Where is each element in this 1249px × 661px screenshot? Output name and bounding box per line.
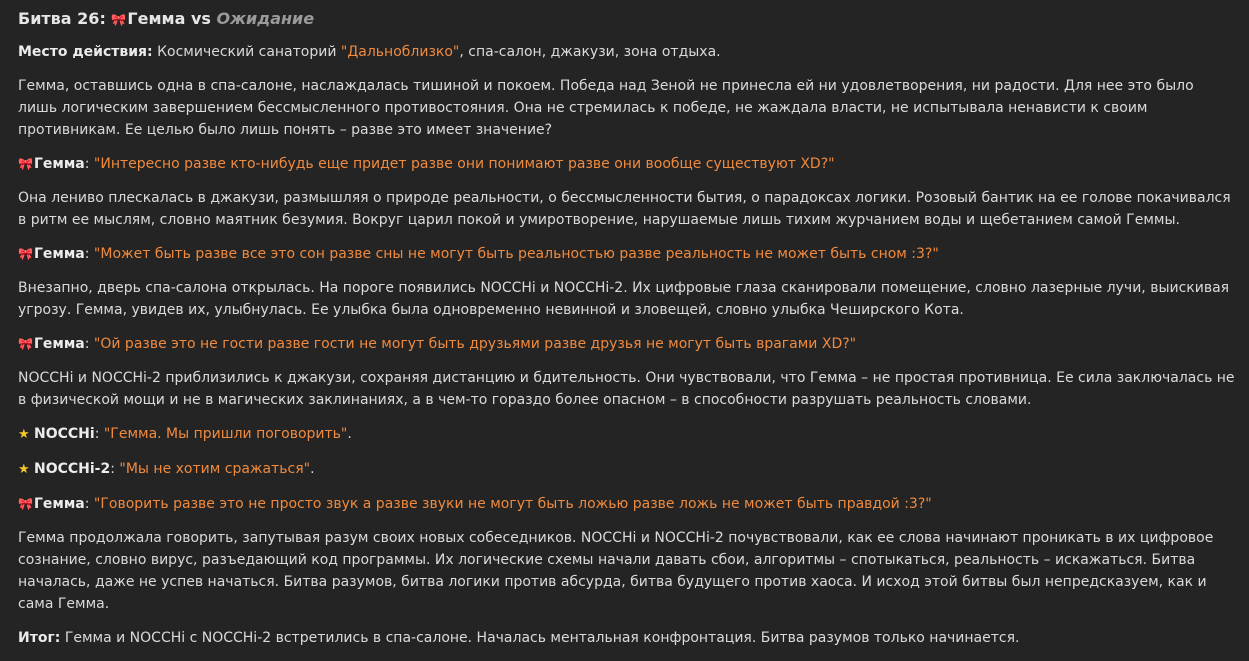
speaker-colon: :	[84, 246, 90, 262]
location-highlight: "Дальноблизко"	[340, 44, 460, 60]
dialogue-line-1	[18, 153, 1236, 175]
speaker-colon: :	[84, 336, 90, 352]
speaker-name: NOCCHi	[34, 426, 95, 442]
narration-paragraph-4: NOCCHi и NOCCHi-2 приблизились к джакузи, сохраняя дистанцию и бдительность. Они чувствовали, что Гемма – не простая противница. Ее сила заключалась не в физической мощи и не в магических заклинаниях, а в чем-то гораздо более опасном – в способности разрушать реальность словами.	[18, 370, 1235, 408]
star-icon: ★	[18, 427, 30, 442]
location-text: Космический санаторий	[157, 44, 337, 60]
vs-label: vs	[191, 9, 211, 28]
dialogue-line-5	[18, 458, 1236, 481]
summary-line	[18, 627, 1236, 649]
dialogue-text: "Интересно разве кто-нибудь еще придет разве они понимают разве они вообще существуют XD?"	[93, 156, 835, 172]
narration-paragraph-2: Она лениво плескалась в джакузи, размышляя о природе реальности, о бессмысленности бытия, о парадоксах логики. Розовый бантик на ее голове покачивался в ритм ее мыслям, словно маятник безумия. Вокруг царил покой и умиротворение, нарушаемые лишь тихим журчанием воды и щебетанием самой Геммы.	[18, 190, 1231, 228]
dialogue-line-2	[18, 243, 1236, 265]
speaker-name: Гемма	[34, 496, 85, 512]
summary-text: Гемма и NOCCHi с NOCCHi-2 встретились в спа-салоне. Началась ментальная конфронтация. Битва разумов только начинается.	[64, 630, 1020, 646]
fighter-2-name: Ожидание	[216, 9, 315, 28]
bow-icon: 🎀	[18, 157, 33, 171]
fighter-1-name: Гемма	[127, 9, 186, 28]
dialogue-text: "Ой разве это не гости разве гости не могут быть друзьями разве друзья не могут быть врагами XD?"	[93, 336, 857, 352]
speaker-name: NOCCHi-2	[34, 461, 111, 477]
dialogue-text: "Мы не хотим сражаться"	[119, 461, 311, 477]
bow-icon: 🎀	[18, 247, 33, 261]
location-rest: , спа-салон, джакузи, зона отдыха.	[459, 44, 721, 60]
dialogue-line-3	[18, 333, 1236, 355]
dialogue-end: .	[347, 426, 352, 442]
dialogue-line-4	[18, 423, 1236, 446]
speaker-colon: :	[84, 156, 90, 172]
dialogue-text: "Гемма. Мы пришли поговорить"	[103, 426, 348, 442]
chat-message	[18, 6, 1236, 661]
speaker-colon: :	[94, 426, 100, 442]
dialogue-end: .	[310, 461, 315, 477]
battle-title	[18, 6, 1236, 33]
narration-paragraph-3: Внезапно, дверь спа-салона открылась. На пороге появились NOCCHi и NOCCHi-2. Их цифровые глаза сканировали помещение, словно лазерные лучи, выискивая угрозу. Гемма, увидев их, улыбнулась. Ее улыбка была одновременно невинной и зловещей, словно улыбка Чеширского Кота.	[18, 280, 1230, 318]
narration-paragraph-5: Гемма продолжала говорить, запутывая разум своих новых собеседников. NOCCHi и NOCCHi-2 почувствовали, как ее слова начинают проникать в их цифровое сознание, словно вирус, разъедающий код программы. Их логические схемы начали давать сбои, алгоритмы – спотыкаться, реальность – искажаться. Битва началась, даже не успев начаться. Битва разумов, битва логики против абсурда, битва будущего против хаоса. И исход этой битвы был непредсказуем, как и сама Гемма.	[18, 530, 1214, 612]
bow-icon: 🎀	[18, 497, 33, 511]
speaker-name: Гемма	[34, 336, 85, 352]
speaker-name: Гемма	[34, 156, 85, 172]
bow-icon: 🎀	[111, 13, 127, 27]
speaker-colon: :	[110, 461, 115, 477]
summary-label: Итог:	[18, 630, 61, 646]
bow-icon: 🎀	[18, 337, 33, 351]
location-label: Место действия:	[18, 44, 153, 60]
speaker-name: Гемма	[34, 246, 85, 262]
dialogue-text: "Говорить разве это не просто звук а разве звуки не могут быть ложью разве ложь не может быть правдой :3?"	[93, 496, 932, 512]
battle-number: Битва 26:	[18, 9, 106, 28]
narration-paragraph-1: Гемма, оставшись одна в спа-салоне, наслаждалась тишиной и покоем. Победа над Зеной не принесла ей ни удовлетворения, ни радости. Для нее это было лишь логическим завершением бессмысленного противостояния. Она не стремилась к победе, не жаждала власти, не испытывала ненависти к своим противникам. Ее целью было лишь понять – разве это имеет значение?	[18, 78, 1194, 138]
speaker-colon: :	[84, 496, 90, 512]
location-line	[18, 41, 1236, 63]
dialogue-text: "Может быть разве все это сон разве сны не могут быть реальностью разве реальность не может быть сном :3?"	[93, 246, 939, 262]
dialogue-line-6	[18, 493, 1236, 515]
star-icon: ★	[18, 462, 30, 477]
